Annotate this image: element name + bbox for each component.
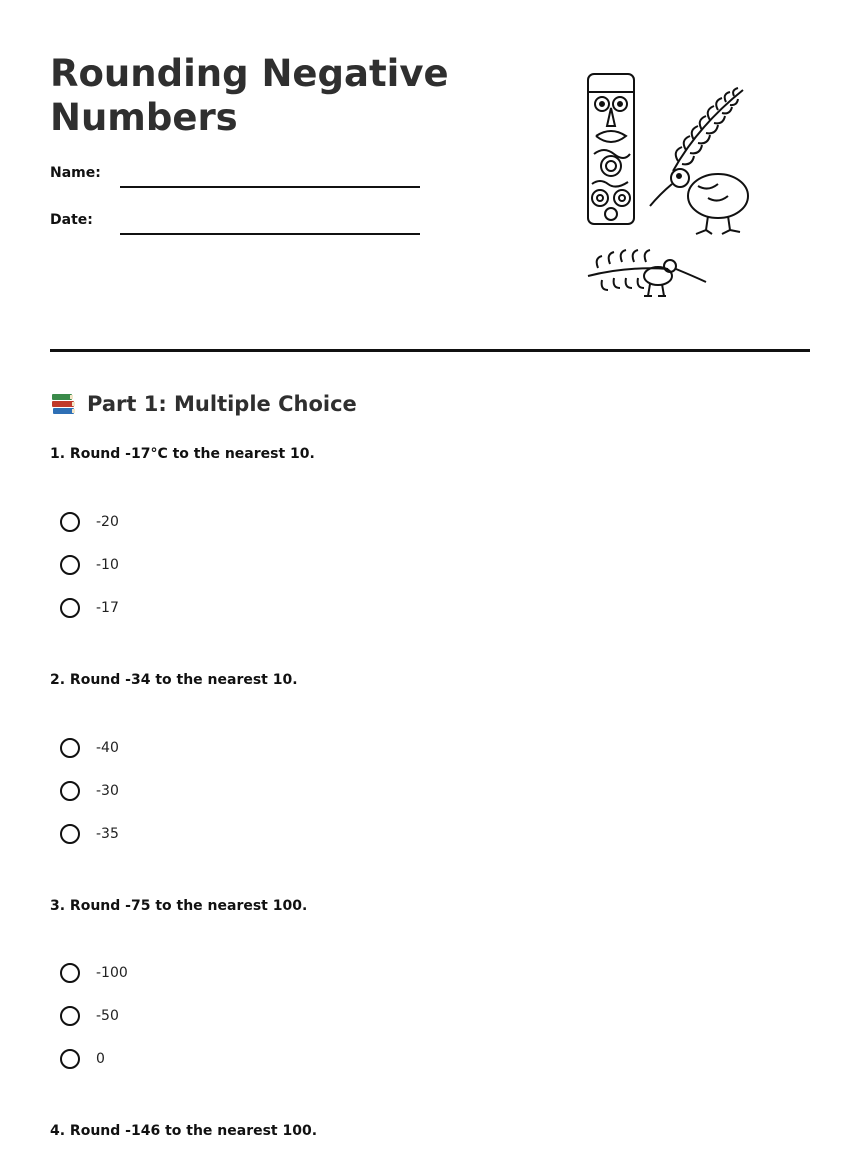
worksheet-title: Rounding Negative Numbers [50,52,449,139]
part1-heading-text: Part 1: Multiple Choice [87,392,357,416]
fern-frond-icon [673,90,743,171]
option-label: -10 [96,557,119,573]
option-label: -100 [96,965,128,981]
carved-pole-icon [588,74,634,224]
name-line[interactable] [120,186,420,188]
radio-button[interactable] [60,512,80,532]
name-field[interactable] [50,165,430,195]
radio-button[interactable] [60,598,80,618]
books-icon [50,390,78,418]
question-4: 4. Round -146 to the nearest 100. [50,1123,318,1139]
q3-option-a[interactable] [60,960,128,986]
maori-kiwi-illustration [578,66,758,316]
radio-button[interactable] [60,738,80,758]
part1-heading [50,388,357,420]
option-label: -17 [96,600,119,616]
date-line[interactable] [120,233,420,235]
radio-button[interactable] [60,781,80,801]
small-kiwi-icon [644,267,672,285]
kiwi-bird-icon [688,174,748,218]
date-label: Date: [50,212,93,228]
q1-option-b[interactable] [60,552,119,578]
radio-button[interactable] [60,824,80,844]
radio-button[interactable] [60,555,80,575]
option-label: -20 [96,514,119,530]
question-3: 3. Round -75 to the nearest 100. [50,898,308,914]
q2-option-a[interactable] [60,735,119,761]
date-field[interactable] [50,212,430,242]
option-label: -35 [96,826,119,842]
q1-option-a[interactable] [60,509,119,535]
q2-option-b[interactable] [60,778,119,804]
radio-button[interactable] [60,1006,80,1026]
option-label: -40 [96,740,119,756]
section-divider [50,349,810,352]
question-2: 2. Round -34 to the nearest 10. [50,672,298,688]
option-label: -50 [96,1008,119,1024]
q2-option-c[interactable] [60,821,119,847]
radio-button[interactable] [60,963,80,983]
q3-option-c[interactable] [60,1046,105,1072]
option-label: 0 [96,1051,105,1067]
option-label: -30 [96,783,119,799]
q1-option-c[interactable] [60,595,119,621]
question-1: 1. Round -17°C to the nearest 10. [50,446,315,462]
name-label: Name: [50,165,101,181]
q3-option-b[interactable] [60,1003,119,1029]
radio-button[interactable] [60,1049,80,1069]
